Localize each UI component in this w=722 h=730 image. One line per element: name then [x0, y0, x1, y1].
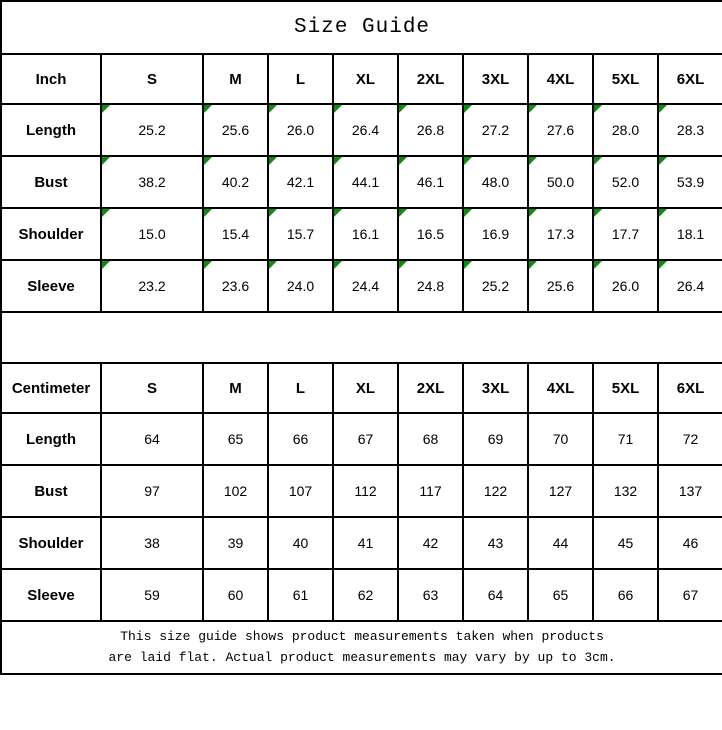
green-corner-flag-icon: [594, 105, 602, 113]
size-value-cell: 45: [593, 517, 658, 569]
size-column-header-3xl: 3XL: [463, 54, 528, 104]
value: 18.1: [676, 226, 705, 242]
value: 27.6: [546, 122, 575, 138]
value: 25.6: [546, 278, 575, 294]
green-corner-flag-icon: [594, 157, 602, 165]
size-value-cell: 132: [593, 465, 658, 517]
value: 53.9: [676, 174, 705, 190]
size-value-cell: [398, 208, 463, 260]
size-value-cell: 122: [463, 465, 528, 517]
size-value-cell: 38: [101, 517, 203, 569]
green-corner-flag-icon: [529, 157, 537, 165]
footnote-line-1: This size guide shows product measurements taken when products: [120, 629, 604, 645]
size-column-header-3xl: 3XL: [463, 363, 528, 413]
value: 23.2: [138, 278, 166, 294]
size-column-header-2xl: 2XL: [398, 54, 463, 104]
green-corner-flag-icon: [204, 261, 212, 269]
green-corner-flag-icon: [269, 157, 277, 165]
size-value-cell: [101, 156, 203, 208]
value: 40.2: [221, 174, 250, 190]
size-value-cell: [593, 208, 658, 260]
green-corner-flag-icon: [529, 209, 537, 217]
row-label: Length: [1, 413, 101, 465]
size-value-cell: [528, 104, 593, 156]
inch-sleeve-row: [1, 260, 722, 312]
size-value-cell: [593, 260, 658, 312]
value: 26.4: [676, 278, 705, 294]
inch-unit-label: Inch: [1, 54, 101, 104]
size-value-cell: 64: [101, 413, 203, 465]
value: 25.6: [221, 122, 250, 138]
green-corner-flag-icon: [399, 157, 407, 165]
row-label: Bust: [1, 156, 101, 208]
size-value-cell: 67: [333, 413, 398, 465]
size-column-header-6xl: 6XL: [658, 54, 722, 104]
green-corner-flag-icon: [334, 261, 342, 269]
size-column-header-5xl: 5XL: [593, 54, 658, 104]
size-value-cell: 60: [203, 569, 268, 621]
green-corner-flag-icon: [269, 209, 277, 217]
size-value-cell: 112: [333, 465, 398, 517]
green-corner-flag-icon: [659, 105, 667, 113]
value: 25.2: [138, 122, 166, 138]
green-corner-flag-icon: [464, 157, 472, 165]
green-corner-flag-icon: [204, 105, 212, 113]
size-value-cell: 65: [528, 569, 593, 621]
green-corner-flag-icon: [399, 209, 407, 217]
value: 17.3: [546, 226, 575, 242]
size-value-cell: 66: [593, 569, 658, 621]
size-value-cell: 42: [398, 517, 463, 569]
footnote-line-2: are laid flat. Actual product measurements may vary by up to 3cm.: [108, 649, 616, 665]
size-value-cell: [593, 156, 658, 208]
value: 26.0: [611, 278, 640, 294]
green-corner-flag-icon: [399, 105, 407, 113]
size-value-cell: [333, 104, 398, 156]
size-value-cell: 44: [528, 517, 593, 569]
size-value-cell: 67: [658, 569, 722, 621]
inch-header-row: [1, 54, 722, 104]
green-corner-flag-icon: [269, 105, 277, 113]
size-value-cell: 61: [268, 569, 333, 621]
size-column-header-xl: XL: [333, 54, 398, 104]
cm-length-row: [1, 413, 722, 465]
green-corner-flag-icon: [659, 209, 667, 217]
size-column-header-4xl: 4XL: [528, 363, 593, 413]
size-column-header-4xl: 4XL: [528, 54, 593, 104]
size-value-cell: 62: [333, 569, 398, 621]
value: 28.0: [611, 122, 640, 138]
green-corner-flag-icon: [464, 261, 472, 269]
size-value-cell: [203, 104, 268, 156]
size-value-cell: [268, 208, 333, 260]
row-label: Shoulder: [1, 517, 101, 569]
value: 16.9: [481, 226, 510, 242]
row-label: Length: [1, 104, 101, 156]
cm-header-row: [1, 363, 722, 413]
table-spacer: [1, 312, 722, 363]
inch-length-row: [1, 104, 722, 156]
size-value-cell: 65: [203, 413, 268, 465]
size-value-cell: [658, 156, 722, 208]
size-value-cell: 41: [333, 517, 398, 569]
value: 26.8: [416, 122, 445, 138]
cm-unit-label: Centimeter: [1, 363, 101, 413]
size-value-cell: 72: [658, 413, 722, 465]
row-label: Sleeve: [1, 569, 101, 621]
size-value-cell: 97: [101, 465, 203, 517]
value: 15.0: [138, 226, 166, 242]
value: 52.0: [611, 174, 640, 190]
size-column-header-m: M: [203, 54, 268, 104]
size-value-cell: [658, 260, 722, 312]
size-column-header-6xl: 6XL: [658, 363, 722, 413]
value: 17.7: [611, 226, 640, 242]
green-corner-flag-icon: [659, 261, 667, 269]
size-column-header-m: M: [203, 363, 268, 413]
size-value-cell: [658, 208, 722, 260]
size-value-cell: [528, 208, 593, 260]
size-value-cell: [593, 104, 658, 156]
size-value-cell: 137: [658, 465, 722, 517]
inch-shoulder-row: [1, 208, 722, 260]
green-corner-flag-icon: [594, 209, 602, 217]
green-corner-flag-icon: [464, 209, 472, 217]
green-corner-flag-icon: [204, 157, 212, 165]
value: 24.8: [416, 278, 445, 294]
size-value-cell: 68: [398, 413, 463, 465]
inch-bust-row: [1, 156, 722, 208]
value: 28.3: [676, 122, 705, 138]
value: 46.1: [416, 174, 445, 190]
value: 15.4: [221, 226, 250, 242]
green-corner-flag-icon: [102, 105, 110, 113]
size-value-cell: [101, 260, 203, 312]
size-value-cell: 117: [398, 465, 463, 517]
green-corner-flag-icon: [594, 261, 602, 269]
row-label: Bust: [1, 465, 101, 517]
green-corner-flag-icon: [269, 261, 277, 269]
value: 24.0: [286, 278, 315, 294]
size-value-cell: [333, 208, 398, 260]
size-value-cell: [528, 156, 593, 208]
cm-shoulder-row: [1, 517, 722, 569]
green-corner-flag-icon: [334, 157, 342, 165]
value: 16.5: [416, 226, 445, 242]
size-value-cell: [203, 260, 268, 312]
size-column-header-s: S: [101, 363, 203, 413]
size-value-cell: [463, 260, 528, 312]
size-value-cell: [101, 104, 203, 156]
value: 42.1: [286, 174, 315, 190]
green-corner-flag-icon: [334, 105, 342, 113]
size-value-cell: [268, 156, 333, 208]
size-column-header-2xl: 2XL: [398, 363, 463, 413]
size-value-cell: [398, 156, 463, 208]
value: 24.4: [351, 278, 380, 294]
size-value-cell: 70: [528, 413, 593, 465]
size-value-cell: [658, 104, 722, 156]
size-value-cell: [333, 156, 398, 208]
green-corner-flag-icon: [204, 209, 212, 217]
green-corner-flag-icon: [102, 157, 110, 165]
size-value-cell: 64: [463, 569, 528, 621]
row-label: Sleeve: [1, 260, 101, 312]
row-label: Shoulder: [1, 208, 101, 260]
green-corner-flag-icon: [102, 261, 110, 269]
page-title: Size Guide: [1, 1, 722, 54]
footnote: [1, 621, 722, 674]
value: 38.2: [138, 174, 166, 190]
size-value-cell: 66: [268, 413, 333, 465]
value: 26.4: [351, 122, 380, 138]
size-value-cell: [463, 104, 528, 156]
size-value-cell: [528, 260, 593, 312]
cm-sleeve-row: [1, 569, 722, 621]
value: 50.0: [546, 174, 575, 190]
size-value-cell: 102: [203, 465, 268, 517]
size-column-header-l: L: [268, 363, 333, 413]
green-corner-flag-icon: [529, 261, 537, 269]
size-value-cell: 71: [593, 413, 658, 465]
size-value-cell: 43: [463, 517, 528, 569]
size-value-cell: [203, 156, 268, 208]
size-value-cell: 40: [268, 517, 333, 569]
size-value-cell: [268, 260, 333, 312]
size-column-header-xl: XL: [333, 363, 398, 413]
size-value-cell: 63: [398, 569, 463, 621]
size-value-cell: 39: [203, 517, 268, 569]
size-value-cell: 46: [658, 517, 722, 569]
green-corner-flag-icon: [464, 105, 472, 113]
size-value-cell: [463, 208, 528, 260]
value: 44.1: [351, 174, 380, 190]
value: 48.0: [481, 174, 510, 190]
size-value-cell: [101, 208, 203, 260]
green-corner-flag-icon: [399, 261, 407, 269]
size-value-cell: [268, 104, 333, 156]
size-column-header-s: S: [101, 54, 203, 104]
value: 27.2: [481, 122, 510, 138]
size-value-cell: [333, 260, 398, 312]
size-column-header-5xl: 5XL: [593, 363, 658, 413]
size-value-cell: 69: [463, 413, 528, 465]
value: 16.1: [351, 226, 380, 242]
value: 25.2: [481, 278, 510, 294]
size-value-cell: [463, 156, 528, 208]
size-value-cell: [398, 104, 463, 156]
green-corner-flag-icon: [529, 105, 537, 113]
green-corner-flag-icon: [102, 209, 110, 217]
size-value-cell: [203, 208, 268, 260]
value: 15.7: [286, 226, 315, 242]
size-value-cell: 127: [528, 465, 593, 517]
cm-bust-row: [1, 465, 722, 517]
green-corner-flag-icon: [334, 209, 342, 217]
size-value-cell: 59: [101, 569, 203, 621]
size-value-cell: 107: [268, 465, 333, 517]
value: 26.0: [286, 122, 315, 138]
size-column-header-l: L: [268, 54, 333, 104]
value: 23.6: [221, 278, 250, 294]
green-corner-flag-icon: [659, 157, 667, 165]
size-value-cell: [398, 260, 463, 312]
